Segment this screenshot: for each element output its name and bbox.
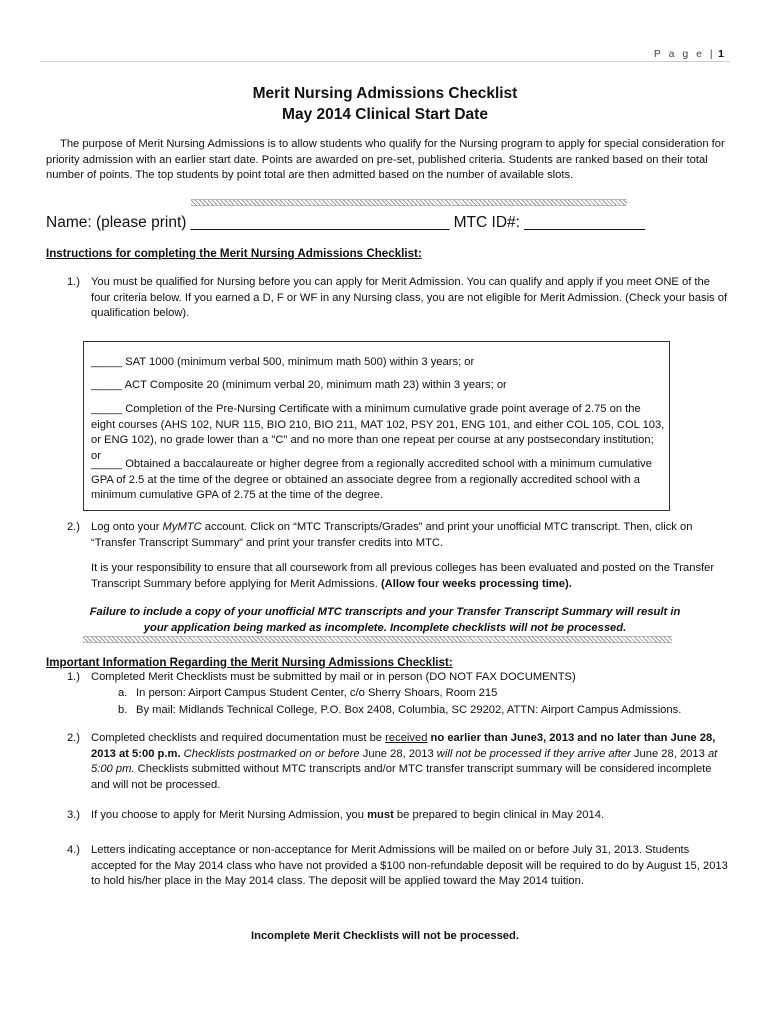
important-2-t5: June 28, 2013 xyxy=(362,747,437,760)
mymtc-text: MyMTC xyxy=(162,521,202,533)
important-2-t4: Checklists postmarked on or before xyxy=(180,747,363,760)
submit-in-person: In person: Airport Campus Student Center, c/o Sherry Shoars, Room 215 xyxy=(136,687,498,699)
must-text: must xyxy=(367,809,394,821)
instruction-number-1: 1.) xyxy=(66,276,80,288)
important-3-t3: be prepared to begin clinical in May 2014. xyxy=(393,809,605,821)
header-rule xyxy=(40,61,730,62)
instruction-2-paragraph-2 xyxy=(91,561,728,592)
instruction-text-1: You must be qualified for Nursing before you can apply for Merit Admission. You can qualify and apply if you meet ONE of the four criteria below. If you earned a D, F or WF in any Nursing class, you are not eligible for Merit Admission. (Check your basis of qualification below). xyxy=(91,276,728,319)
criterion-act: _____ ACT Composite 20 (minimum verbal 20, minimum math 23) within 3 years; or xyxy=(91,379,507,391)
received-text: received xyxy=(385,732,428,744)
hatched-divider-2 xyxy=(83,636,672,643)
instruction-number-2: 2.) xyxy=(66,521,80,533)
important-2-t8: at 5:00 pm. xyxy=(91,747,718,775)
important-2-t6: will not be processed if they arrive after xyxy=(436,747,634,760)
footer-note: Incomplete Merit Checklists will not be processed. xyxy=(251,930,519,942)
page-label: P a g e xyxy=(653,48,705,60)
important-number-4: 4.) xyxy=(66,844,80,856)
important-number-3: 3.) xyxy=(66,809,80,821)
document-subtitle: May 2014 Clinical Start Date xyxy=(282,106,488,123)
important-number-1: 1.) xyxy=(66,671,80,683)
instruction-2-text-rest: account. Click on “MTC Transcripts/Grades” and print your unofficial MTC transcript. Then, click on “Transfer Transcript Summary” and print your transfer credits into MTC. xyxy=(91,521,693,549)
instructions-heading: Instructions for completing the Merit Nursing Admissions Checklist: xyxy=(46,247,422,260)
important-text-4: Letters indicating acceptance or non-acceptance for Merit Admissions will be mailed on or before July 31, 2013. Students accepted for the May 2014 class who have not provided a $100 non-refundable deposit will be required to do by August 15, 2013 to hold his/her place in the May 2014 class. The deposit will be applied toward the May 2014 tuition. xyxy=(91,844,728,887)
sub-letter-b: b. xyxy=(118,704,128,716)
important-text-3 xyxy=(91,808,728,824)
instruction-2-text-a: Log onto your xyxy=(91,521,163,533)
important-3-t1: If you choose to apply for Merit Nursing Admission, you xyxy=(91,809,368,821)
hatched-divider xyxy=(191,199,627,206)
intro-paragraph: The purpose of Merit Nursing Admissions is to allow students who qualify for the Nursing program to apply for special consideration for priority admission with an earlier start date. Points are awarded on pre-set, published criteria. Students are ranked based on their total number of points. The top students by point total are then admitted based on the number of available slots. xyxy=(46,138,725,181)
important-2-t1: Completed checklists and required documentation must be xyxy=(91,732,386,744)
important-number-2: 2.) xyxy=(66,732,80,744)
incomplete-warning: Failure to include a copy of your unofficial MTC transcripts and your Transfer Transcript Summary will result in your application being marked as incomplete. Incomplete checklists will not be processed. xyxy=(89,606,681,634)
sub-letter-a: a. xyxy=(118,687,128,699)
deadline-text: no earlier than June3, 2013 and no later than June 28, 2013 at 5:00 p.m. xyxy=(91,732,716,760)
important-2-t7: June 28, 2013 xyxy=(633,747,708,760)
page-number-value: 1 xyxy=(718,48,724,60)
instruction-2-para2: It is your responsibility to ensure that all coursework from all previous colleges has been evaluated and posted on the Transfer Transcript Summary before applying for Merit Admissions. xyxy=(91,562,715,590)
important-text-2 xyxy=(91,731,728,793)
criterion-sat: _____ SAT 1000 (minimum verbal 500, minimum math 500) within 3 years; or xyxy=(91,356,475,368)
instruction-text-2 xyxy=(91,520,728,551)
criterion-pre-nursing: _____ Completion of the Pre-Nursing Certificate with a minimum cumulative grade point average of 2.75 on the eight courses (AHS 102, NUR 115, BIO 210, BIO 211, MAT 102, PSY 201, ENG 101, and either COL 105, COL 103, or ENG 102), no grade lower than a "C" and no more than one repeat per course at any postsecondary institution; or xyxy=(91,403,665,462)
important-2-t9: Checklists submitted without MTC transcripts and/or MTC transfer transcript summary will be considered incomplete and will not be processed. xyxy=(91,763,712,791)
submit-by-mail: By mail: Midlands Technical College, P.O. Box 2408, Columbia, SC 29202, ATTN: Airport Campus Admissions. xyxy=(136,704,682,716)
important-heading: Important Information Regarding the Merit Nursing Admissions Checklist: xyxy=(46,656,453,669)
criterion-degree: _____ Obtained a baccalaureate or higher degree from a regionally accredited school with a minimum cumulative GPA of 2.5 at the time of the degree or obtained an associate degree from a regionally accredited school with a minimum cumulative GPA of 2.75 at the time of the degree. xyxy=(91,458,652,501)
processing-time-note: (Allow four weeks processing time). xyxy=(380,577,572,590)
name-id-line: Name: (please print) ______________________________ MTC ID#: ______________ xyxy=(46,214,645,231)
page-separator: | xyxy=(709,48,716,60)
important-text-1: Completed Merit Checklists must be submitted by mail or in person (DO NOT FAX DOCUMENTS) xyxy=(91,671,576,683)
document-title: Merit Nursing Admissions Checklist xyxy=(252,85,518,102)
